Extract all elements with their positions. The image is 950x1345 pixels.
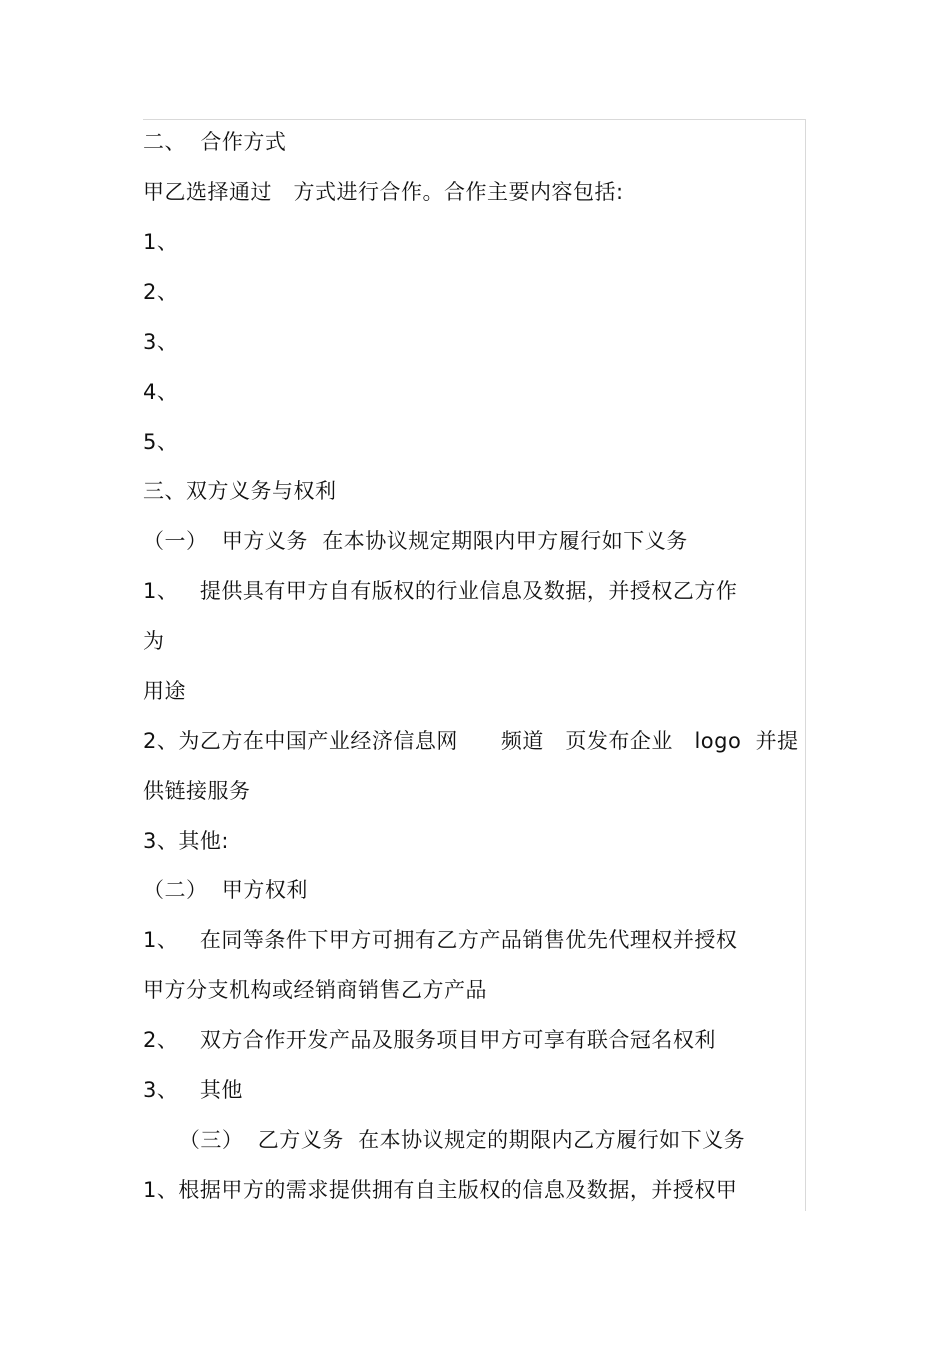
paragraph-line: 供链接服务	[143, 779, 251, 803]
subsection-heading-party-b-obligations: （三） 乙方义务 在本协议规定的期限内乙方履行如下义务	[143, 1128, 746, 1152]
paragraph-line: 1、 在同等条件下甲方可拥有乙方产品销售优先代理权并授权	[143, 928, 738, 952]
list-item: 2、	[143, 280, 179, 304]
paragraph-line: 2、为乙方在中国产业经济信息网 频道 页发布企业 logo 并提	[143, 729, 799, 753]
cooperation-intro: 甲乙选择通过 方式进行合作。合作主要内容包括:	[143, 180, 624, 204]
subsection-heading-party-a-rights: （二） 甲方权利	[143, 878, 308, 902]
paragraph-line: 2、 双方合作开发产品及服务项目甲方可享有联合冠名权利	[143, 1028, 716, 1052]
list-item: 4、	[143, 380, 179, 404]
paragraph-line: 甲方分支机构或经销商销售乙方产品	[143, 978, 487, 1002]
section-heading-obligations: 三、双方义务与权利	[143, 479, 337, 503]
paragraph-line: 1、 提供具有甲方自有版权的行业信息及数据，并授权乙方作	[143, 579, 738, 603]
paragraph-line: 1、根据甲方的需求提供拥有自主版权的信息及数据，并授权甲	[143, 1178, 738, 1202]
section-heading-cooperation: 二、 合作方式	[143, 130, 287, 154]
list-item: 3、	[143, 330, 179, 354]
paragraph-line: 3、 其他	[143, 1078, 243, 1102]
paragraph-line: 为	[143, 629, 165, 653]
list-item: 1、	[143, 230, 179, 254]
paragraph-line: 3、其他:	[143, 829, 229, 853]
subsection-heading-party-a-obligations: （一） 甲方义务 在本协议规定期限内甲方履行如下义务	[143, 529, 688, 553]
list-item: 5、	[143, 430, 179, 454]
paragraph-line: 用途	[143, 679, 186, 703]
